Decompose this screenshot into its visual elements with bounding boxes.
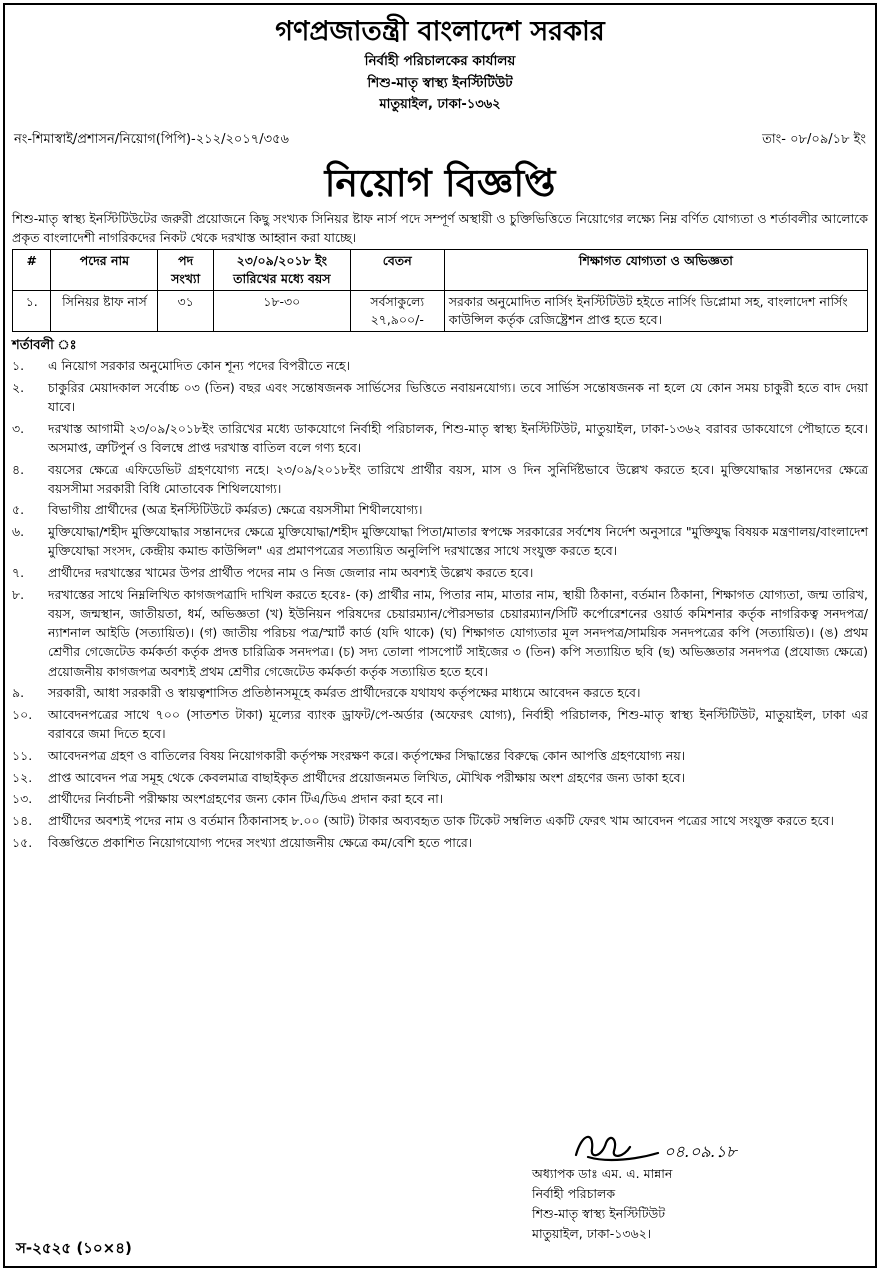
- term-number: ৪.: [12, 461, 25, 477]
- term-text: প্রার্থীদের অবশ্যই পদের নাম ও বর্তমান ঠিকানাসহ ৮.০০ (আট) টাকার অব্যবহৃত ডাক টিকেট সম্বলিত একটি ফেরৎ খাম আবেদন পত্রের সাথে সংযুক্ত করতে হবে।: [48, 812, 834, 828]
- term-text: সরকারী, আধা সরকারী ও স্বায়ত্বশাসিত প্রতিষ্ঠানসমূহে কর্মরত প্রার্থীদেরকে যথাযথ কর্তৃপক্ষের মাধ্যমে আবেদন করতে হবে।: [48, 685, 641, 701]
- signatory-name: অধ্যাপক ডাঃ এম. এ. মান্নান: [532, 1166, 673, 1181]
- office-name: নির্বাহী পরিচালকের কার্যালয়: [364, 53, 516, 69]
- cell-name: সিনিয়র ষ্টাফ নার্স: [51, 291, 158, 332]
- terms-title: শর্তাবলী ঃ: [12, 338, 77, 353]
- cell-count: ৩১: [158, 291, 214, 332]
- term-text: চাকুরির মেয়াদকাল সর্বোচ্চ ০৩ (তিন) বছর এবং সন্তোষজনক সার্ভিসের ভিত্তিতে নবায়নযোগ্য। তবে সার্ভিস সন্তোষজনক না হলে যে কোন সময় চাকুরী হতে বাদ দেয়া যাবে।: [48, 379, 868, 414]
- cell-age: ১৮-৩০: [213, 291, 350, 332]
- col-header-count: পদ সংখ্যা: [158, 250, 214, 291]
- intro-paragraph: শিশু-মাতৃ স্বাস্থ্য ইনস্টিটিউটের জরুরী প্রয়োজনে কিছু সংখ্যক সিনিয়র ষ্টাফ নার্স পদে সম্পূর্ণ অস্থায়ী ও চুক্তিভিত্তিতে নিয়োগের লক্ষ্যে নিম্ন বর্ণিত যোগ্যতা ও শর্তাবলীর আলোকে প্রকৃত বাংলাদেশী নাগরিকদের নিকট থেকে দরখাস্ত আহ্বান করা যাচ্ছে।: [12, 211, 868, 245]
- term-number: ১.: [12, 358, 25, 373]
- term-text: আবেদনপত্রের সাথে ৭০০ (সাতশত টাকা) মূল্যের ব্যাংক ড্রাফট/পে-অর্ডার (অফেরৎ যোগ্য), নির্বাহী পরিচালক, শিশু-মাতৃ স্বাস্থ্য ইনস্টিটিউট, মাতুয়াইল, ঢাকা এর বরাবরে জমা দিতে হবে।: [48, 706, 868, 742]
- memo-number: নং-শিমাস্বাই/প্রশাসন/নিয়োগ(পিপি)-২১২/২০১৭/৩৫৬: [14, 132, 289, 147]
- signatory-address: মাতুয়াইল, ঢাকা-১৩৬২।: [532, 1226, 652, 1241]
- term-number: ১১.: [12, 747, 33, 763]
- signature-scribble: [568, 1127, 798, 1167]
- term-text: প্রাপ্ত আবেদন পত্র সমূহ থেকে কেবলমাত্র বাছাইকৃত প্রার্থীদের প্রয়োজনমত লিখিত, মৌখিক পরীক্ষায় অংশ গ্রহণের জন্য ডাকা হবে।: [48, 769, 686, 785]
- government-title: গণপ্রজাতন্ত্রী বাংলাদেশ সরকার: [275, 16, 605, 47]
- cell-num: ১.: [13, 291, 51, 332]
- memo-date: তাং- ০৮/০৯/১৮ ইং: [762, 132, 866, 147]
- term-number: ১৩.: [12, 791, 33, 807]
- signatory-institute: শিশু-মাতৃ স্বাস্থ্য ইনস্টিটিউট: [532, 1206, 666, 1221]
- cell-salary: সর্বসাকুল্যে ২৭,৯০০/-: [350, 291, 444, 332]
- term-text: আবেদনপত্র গ্রহণ ও বাতিলের বিষয় নিয়োগকারী কর্তৃপক্ষ সংরক্ষণ করে। কর্তৃপক্ষের সিদ্ধান্তের বিরুদ্ধে কোন আপত্তি গ্রহণযোগ্য নয়।: [48, 747, 686, 763]
- term-text: প্রার্থীদের নির্বাচনী পরীক্ষায় অংশগ্রহণের জন্য কোন টিএ/ডিএ প্রদান করা হবে না।: [48, 791, 444, 807]
- col-header-name: পদের নাম: [51, 250, 158, 291]
- term-number: ৮.: [12, 586, 25, 602]
- notice-title: নিয়োগ বিজ্ঞপ্তি: [324, 161, 556, 205]
- institute-address: মাতুয়াইল, ঢাকা-১৩৬২: [379, 97, 501, 112]
- term-text: দরখাস্তের সাথে নিম্নলিখিত কাগজপত্রাদি দাখিল করতে হবেঃ- (ক) প্রার্থীর নাম, পিতার নাম, মাতার নাম, স্থায়ী ঠিকানা, বর্তমান ঠিকানা, শিক্ষাগত যোগ্যতা, জন্ম তারিখ, বয়স, জন্মস্থান, জাতীয়তা, ধর্ম, অভিজ্ঞতা (খ) ইউনিয়ন পরিষদের চেয়ারম্যান/পৌরসভার চেয়ারম্যান/সিটি কর্পোরেশনের ওয়ার্ড কমিশনার কর্তৃক নাগরিকত্ব সনদপত্র/ন্যাশনাল আইডি (সত্যায়িত)। (গ) জাতীয় পরিচয় পত্র/স্মার্ট কার্ড (যদি থাকে) (ঘ) শিক্ষাগত যোগ্যতার মূল সনদপত্র/সাময়িক সনদপত্রের কপি (সত্যায়িত)। (ঙ) প্রথম শ্রেণীর গেজেটেড কর্মকর্তা কর্তৃক প্রদত্ত চারিত্রিক সনদপত্র। (চ) সদ্য তোলা পাসপোর্ট সাইজের ৩ (তিন) কপি সত্যায়িত ছবি (ছ) অভিজ্ঞতার সনদপত্র (প্রযোজ্য ক্ষেত্রে) প্রয়োজনীয় কাগজপত্র অবশ্যই প্রথম শ্রেণীর গেজেটেড কর্মকর্তা কর্তৃক সত্যায়িত হতে হবে।: [48, 586, 868, 679]
- col-header-salary: বেতন: [350, 250, 444, 291]
- term-number: ৭.: [12, 565, 25, 581]
- term-number: ৩.: [12, 420, 25, 436]
- page-border: [3, 3, 877, 1268]
- term-text: বিজ্ঞপ্তিতে প্রকাশিত নিয়োগযোগ্য পদের সংখ্যা প্রয়োজনীয় ক্ষেত্রে কম/বেশি হতে পারে।: [48, 834, 473, 850]
- institute-name: শিশু-মাতৃ স্বাস্থ্য ইনস্টিটিউট: [367, 75, 513, 91]
- term-text: প্রার্থীদের দরখাস্তের খামের উপর প্রার্থীত পদের নাম ও নিজ জেলার নাম অবশ্যই উল্লেখ করতে হবে।: [48, 565, 534, 581]
- term-text: বিভাগীয় প্রার্থীদের (অত্র ইনস্টিটিউটে কর্মরত) ক্ষেত্রে বয়সসীমা শিথীলযোগ্য।: [48, 502, 423, 518]
- term-number: ১০.: [12, 706, 33, 722]
- term-number: ৫.: [12, 502, 25, 518]
- col-header-num: #: [13, 250, 51, 291]
- term-text: দরখাস্ত আগামী ২৩/০৯/২০১৮ইং তারিখের মধ্যে ডাকযোগে নির্বাহী পরিচালক, শিশু-মাতৃ স্বাস্থ্য ইনস্টিটিউট, মাতুয়াইল, ঢাকা-১৩৬২ বরাবর ডাকযোগে পৌছাতে হবে। অসমাপ্ত, ত্রুটিপুর্ন ও বিলম্বে প্রাপ্ত দরখাস্ত বাতিল বলে গণ্য হবে।: [48, 420, 868, 455]
- signatory-block: [532, 1164, 672, 1244]
- term-text: বয়সের ক্ষেত্রে এফিডেভিট গ্রহণযোগ্য নহে। ২৩/০৯/২০১৮ইং তারিখে প্রার্থীর বয়স, মাস ও দিন সুনির্দিষ্টভাবে উল্লেখ করতে হবে। মুক্তিযোদ্ধার সন্তানদের ক্ষেত্রে বয়সসীমা সরকারী বিধি মোতাবেক শিথিলযোগ্য।: [48, 461, 868, 496]
- term-number: ১৪.: [12, 812, 33, 828]
- term-number: ৯.: [12, 685, 25, 701]
- term-number: ১৫.: [12, 834, 33, 850]
- signature-date: ০৪.০৯.১৮: [664, 1142, 737, 1161]
- col-header-age: ২৩/০৯/২০১৮ ইং তারিখের মধ্যে বয়স: [213, 250, 350, 291]
- signature: [568, 1127, 798, 1167]
- col-header-qualification: শিক্ষাগত যোগ্যতা ও অভিজ্ঞতা: [444, 250, 867, 291]
- footer-code: স-২৫২৫ (১০×৪): [16, 1239, 132, 1257]
- term-text: মুক্তিযোদ্ধা/শহীদ মুক্তিযোদ্ধার সন্তানদের ক্ষেত্রে মুক্তিযোদ্ধা/শহীদ মুক্তিযোদ্ধা পিতা/মাতার স্বপক্ষে সরকারের সর্বশেষ নির্দেশ অনুসারে "মুক্তিযুদ্ধ বিষয়ক মন্ত্রণালয়/বাংলাদেশ মুক্তিযোদ্ধা সংসদ, কেন্দ্রীয় কমান্ড কাউন্সিল" এর প্রমাণপত্রের সত্যায়িত অনুলিপি দরখাস্তের সাথে সংযুক্ত করতে হবে।: [48, 524, 868, 559]
- cell-qualification: সরকার অনুমোদিত নার্সিং ইনস্টিটিউট হইতে নার্সিং ডিপ্লোমা সহ, বাংলাদেশ নার্সিং কাউন্সিল কর্তৃক রেজিষ্ট্রেশন প্রাপ্ত হতে হবে।: [444, 291, 867, 332]
- term-number: ১২.: [12, 769, 33, 785]
- signatory-designation: নির্বাহী পরিচালক: [532, 1186, 616, 1201]
- term-number: ৬.: [12, 524, 25, 540]
- term-text: এ নিয়োগ সরকার অনুমোদিত কোন শূন্য পদের বিপরীতে নহে।: [48, 358, 351, 373]
- term-number: ২.: [12, 379, 25, 395]
